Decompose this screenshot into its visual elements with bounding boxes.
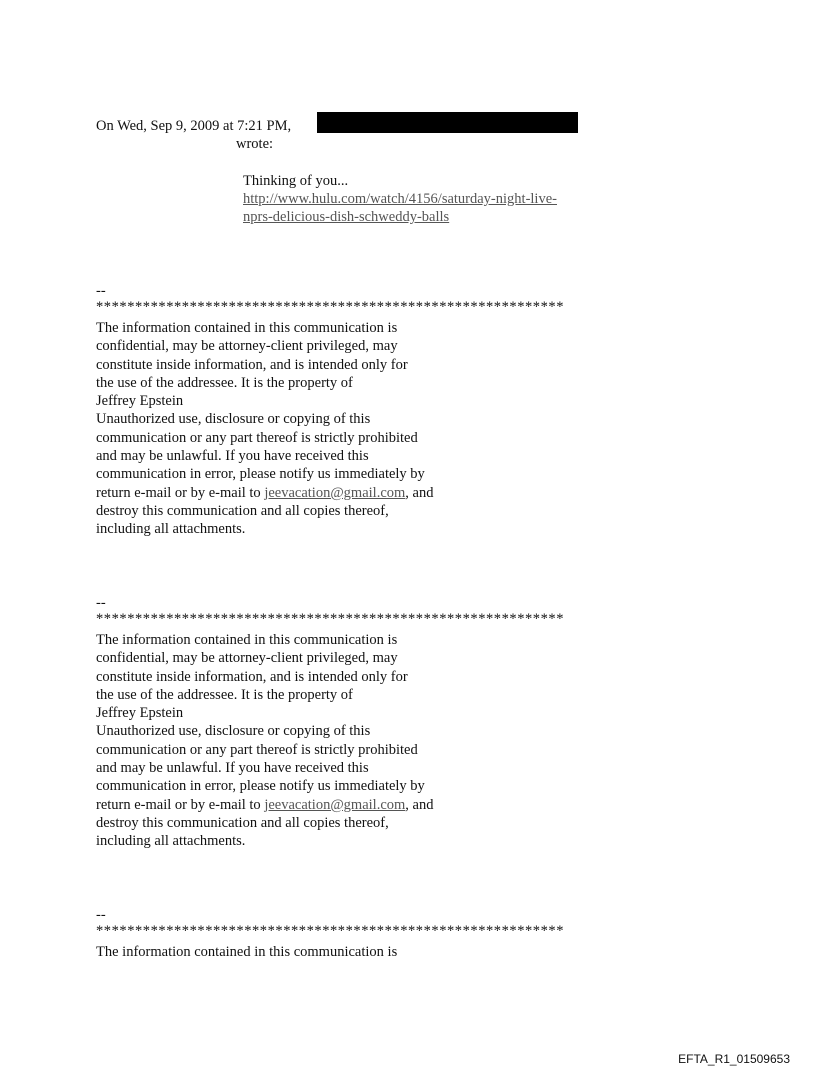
notice-line: The information contained in this communication is xyxy=(96,944,398,960)
email-link[interactable]: jeevacation@gmail.com xyxy=(264,484,406,501)
notice-line: communication in error, please notify us immediately by xyxy=(96,466,425,483)
hulu-link-line2[interactable]: nprs-delicious-dish-schweddy-balls xyxy=(243,209,450,225)
email-date-line: On Wed, Sep 9, 2009 at 7:21 PM, xyxy=(96,118,292,134)
redaction-bar xyxy=(317,112,578,133)
separator-stars: ************************************************************ xyxy=(96,923,564,939)
notice-line: Unauthorized use, disclosure or copying of this xyxy=(96,723,371,740)
separator-stars: ************************************************************ xyxy=(96,611,564,627)
notice-line: the use of the addressee. It is the property of xyxy=(96,686,353,703)
notice-line: including all attachments. xyxy=(96,833,246,850)
separator-stars: ************************************************************ xyxy=(96,299,564,315)
document-id: EFTA_R1_01509653 xyxy=(678,1052,790,1066)
hulu-link-line1[interactable]: http://www.hulu.com/watch/4156/saturday-night-live- xyxy=(243,191,557,207)
email-link[interactable]: jeevacation@gmail.com xyxy=(264,796,406,813)
notice-line: confidential, may be attorney-client privileged, may xyxy=(96,338,398,355)
quoted-message: Thinking of you... xyxy=(243,173,349,189)
notice-line: Jeffrey Epstein xyxy=(96,705,184,722)
notice-email-line: return e-mail or by e-mail to jeevacation@gmail.com, and xyxy=(96,796,434,813)
signature-dash: -- xyxy=(96,595,106,611)
notice-line: and may be unlawful. If you have received this xyxy=(96,448,369,465)
notice-line: destroy this communication and all copies thereof, xyxy=(96,814,389,831)
confidentiality-notice xyxy=(96,943,397,961)
notice-line: the use of the addressee. It is the property of xyxy=(96,374,353,391)
notice-line: communication in error, please notify us immediately by xyxy=(96,778,425,795)
notice-line: communication or any part thereof is strictly prohibited xyxy=(96,741,418,758)
confidentiality-notice xyxy=(96,319,433,539)
signature-dash: -- xyxy=(96,907,106,923)
notice-line: including all attachments. xyxy=(96,521,246,538)
notice-line: communication or any part thereof is strictly prohibited xyxy=(96,429,418,446)
notice-line: constitute inside information, and is intended only for xyxy=(96,668,408,685)
notice-line: destroy this communication and all copies thereof, xyxy=(96,502,389,519)
wrote-label: wrote: xyxy=(236,136,274,152)
notice-line: The information contained in this communication is xyxy=(96,632,398,648)
notice-line: constitute inside information, and is intended only for xyxy=(96,356,408,373)
confidentiality-notice xyxy=(96,631,433,851)
notice-line: The information contained in this communication is xyxy=(96,320,398,336)
notice-line: and may be unlawful. If you have received this xyxy=(96,760,369,777)
notice-line: confidential, may be attorney-client privileged, may xyxy=(96,650,398,667)
notice-line: Jeffrey Epstein xyxy=(96,393,184,410)
notice-line: Unauthorized use, disclosure or copying of this xyxy=(96,411,371,428)
signature-dash: -- xyxy=(96,283,106,299)
notice-email-line: return e-mail or by e-mail to jeevacation@gmail.com, and xyxy=(96,484,434,501)
